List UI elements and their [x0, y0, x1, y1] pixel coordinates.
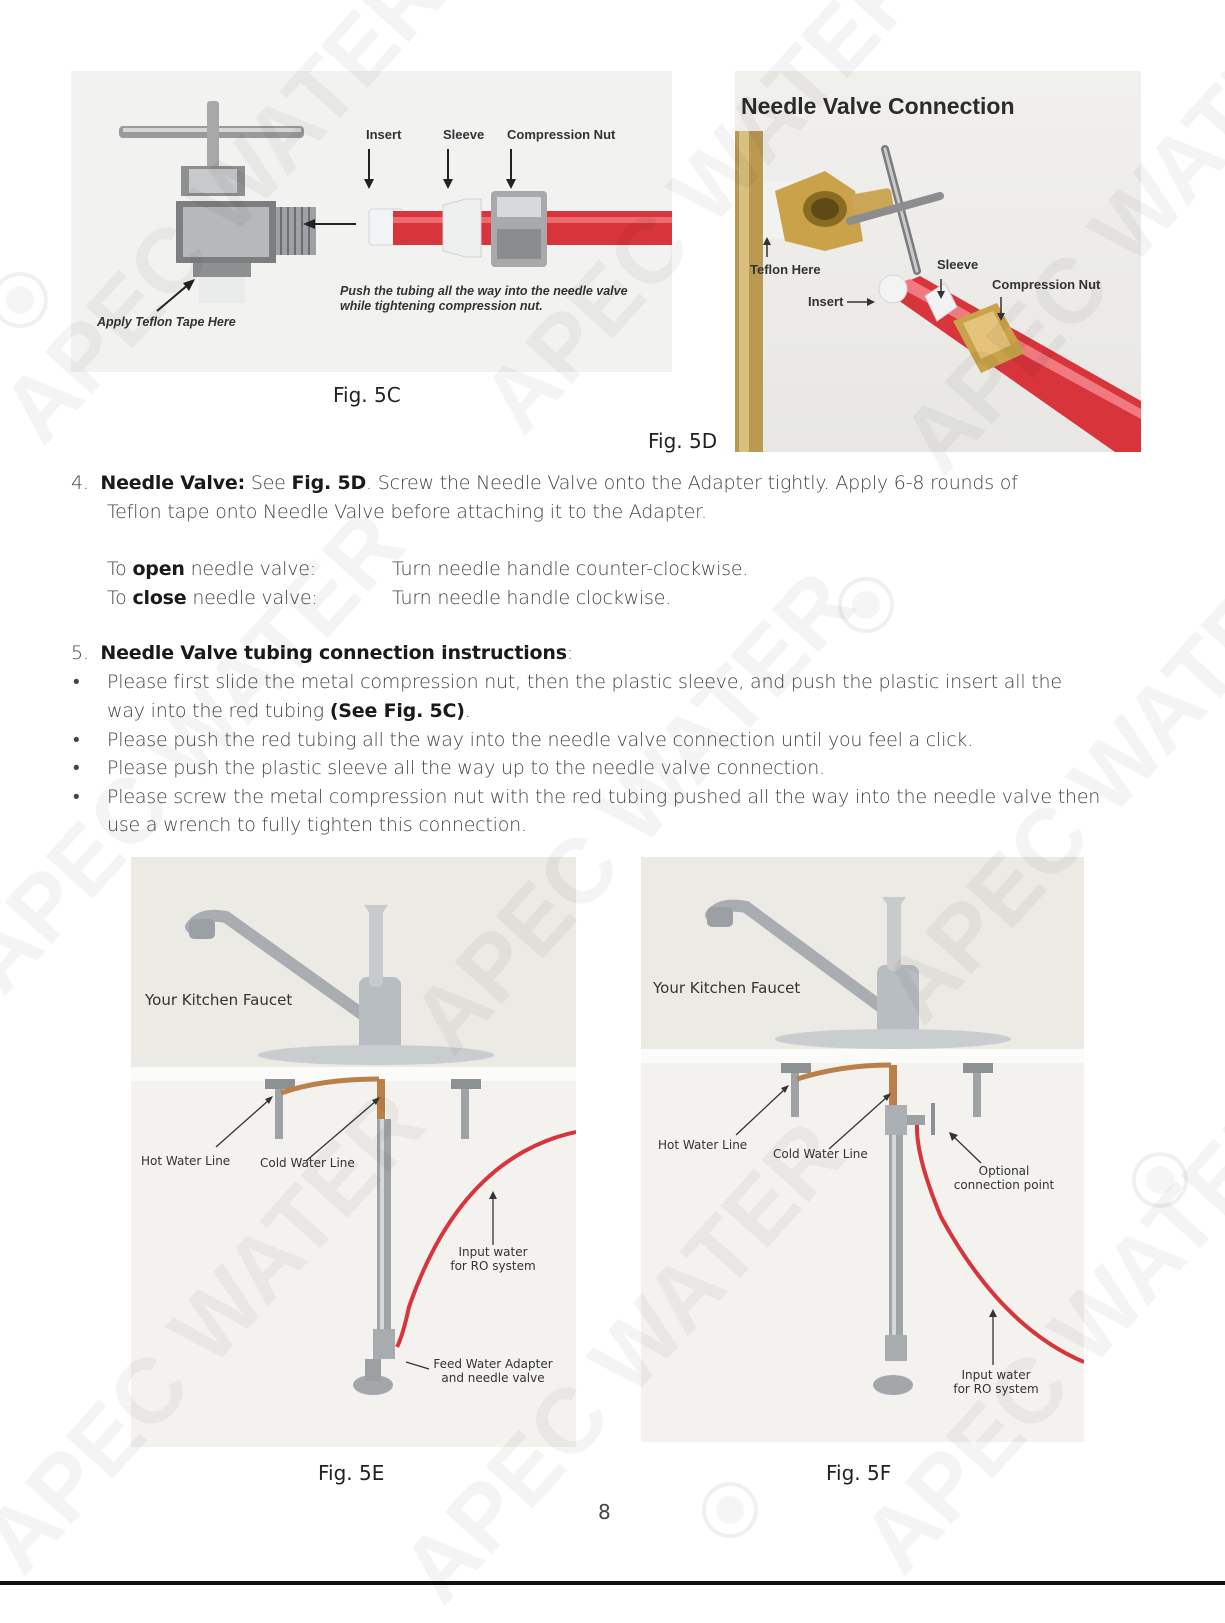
bullet-1-text: way into the red tubing	[107, 700, 324, 722]
label-input-water-2: for RO system	[953, 1382, 1039, 1396]
bullet-icon: •	[73, 671, 80, 693]
watermark-seal-icon	[700, 1480, 760, 1540]
label-kitchen-faucet: Your Kitchen Faucet	[145, 991, 293, 1009]
label-feed-water-adapter	[427, 1357, 559, 1385]
bullet-1-end: .	[464, 700, 471, 722]
bullet-2: Please push the red tubing all the way into the needle valve connection until you feel a click.	[107, 729, 974, 751]
step-4-line-1	[71, 472, 1018, 494]
bullet-3: Please push the plastic sleeve all the way up to the needle valve connection.	[107, 757, 825, 779]
step-5-number: 5.	[71, 642, 89, 664]
label-input-water	[431, 1245, 555, 1273]
label-hot-water-line: Hot Water Line	[658, 1138, 748, 1152]
bullet-1-line-1: Please first slide the metal compression nut, then the plastic sleeve, and push the plastic insert all the	[107, 671, 1062, 693]
label-input-water	[934, 1368, 1058, 1396]
caption-fig-5c: Fig. 5C	[333, 383, 401, 407]
close-word: close	[132, 587, 187, 609]
step-5-colon: :	[566, 642, 574, 664]
close-to: To	[107, 587, 127, 609]
step-4-pre-ref: See	[250, 472, 286, 494]
label-cold-water-line: Cold Water Line	[773, 1147, 868, 1161]
step-4-text-1: . Screw the Needle Valve onto the Adapter tightly. Apply 6-8 rounds of	[366, 472, 1018, 494]
label-input-water-1: Input water	[458, 1245, 528, 1259]
label-hot-water-line: Hot Water Line	[141, 1154, 231, 1168]
watermark-seal-icon	[0, 270, 50, 330]
watermark-seal-icon	[836, 575, 896, 635]
figure-5c-photo	[71, 71, 672, 372]
open-word: open	[132, 558, 185, 580]
label-optional-2: connection point	[953, 1178, 1055, 1192]
label-input-water-2: for RO system	[450, 1259, 536, 1273]
bullet-icon: •	[73, 729, 80, 751]
bullet-4-line-1: Please screw the metal compression nut with the red tubing pushed all the way into the needle valve then	[107, 786, 1101, 808]
label-feed-1: Feed Water Adapter	[433, 1357, 553, 1371]
step-4-ref: Fig. 5D	[291, 472, 367, 494]
step-4-heading: Needle Valve:	[100, 472, 245, 494]
open-action: Turn needle handle counter-clockwise.	[392, 558, 749, 580]
label-sleeve: Sleeve	[443, 127, 485, 142]
caption-fig-5f: Fig. 5F	[826, 1461, 892, 1485]
label-optional-connection	[939, 1164, 1069, 1192]
label-cold-water-line: Cold Water Line	[260, 1156, 355, 1170]
label-push-note: Push the tubing all the way into the needle valve while tightening compression nut.	[340, 284, 628, 313]
label-optional-1: Optional	[978, 1164, 1030, 1178]
close-action: Turn needle handle clockwise.	[392, 587, 672, 609]
figure-5f-photo	[641, 857, 1084, 1442]
label-teflon-tape: Apply Teflon Tape Here	[97, 315, 236, 329]
label-kitchen-faucet: Your Kitchen Faucet	[653, 979, 801, 997]
label-compression-nut: Compression Nut	[507, 127, 616, 142]
label-teflon-here: Teflon Here	[750, 262, 821, 277]
label-insert: Insert	[808, 294, 844, 309]
page-number: 8	[598, 1500, 611, 1524]
label-feed-2: and needle valve	[441, 1371, 545, 1385]
bullet-4-line-2: use a wrench to fully tighten this connection.	[107, 814, 527, 836]
step-5-heading-line	[71, 642, 573, 664]
fig5d-title: Needle Valve Connection	[741, 93, 1015, 119]
figure-5e-photo	[131, 857, 576, 1447]
close-instruction	[107, 587, 318, 609]
open-to: To	[107, 558, 127, 580]
caption-fig-5e: Fig. 5E	[318, 1461, 385, 1485]
label-input-water-1: Input water	[961, 1368, 1031, 1382]
bullet-1-ref: (See Fig. 5C)	[329, 700, 465, 722]
bullet-1-line-2	[107, 700, 471, 722]
figure-5d-photo	[735, 71, 1141, 452]
step-5-heading: Needle Valve tubing connection instructions	[100, 642, 567, 664]
open-instruction	[107, 558, 316, 580]
label-sleeve: Sleeve	[937, 257, 979, 272]
bullet-icon: •	[73, 757, 80, 779]
caption-fig-5d: Fig. 5D	[648, 429, 718, 453]
bottom-rule	[0, 1581, 1225, 1585]
step-4-number: 4.	[71, 472, 89, 494]
bullet-icon: •	[73, 786, 80, 808]
watermark-seal-icon	[1130, 1150, 1190, 1210]
label-compression-nut: Compression Nut	[992, 277, 1101, 292]
label-insert: Insert	[366, 127, 402, 142]
close-rest: needle valve:	[192, 587, 318, 609]
open-rest: needle valve:	[190, 558, 316, 580]
step-4-text-2: Teflon tape onto Needle Valve before attaching it to the Adapter.	[107, 501, 707, 523]
